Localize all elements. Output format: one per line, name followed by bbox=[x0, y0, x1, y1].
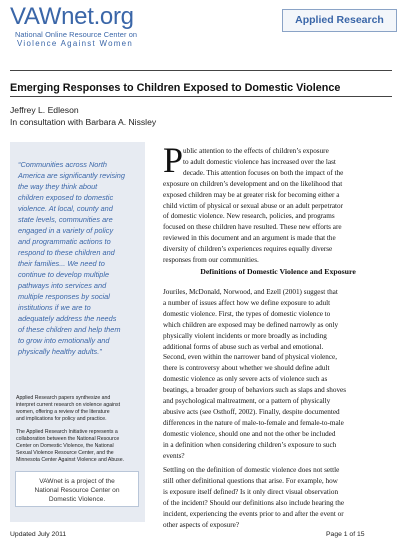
body-line: is exposure itself defined? Is it only direct visual observation bbox=[163, 487, 339, 496]
quote-line: violence. At local, county and bbox=[18, 204, 113, 213]
quote-line: the way they think about bbox=[18, 182, 98, 191]
author-name: Jeffrey L. Edleson bbox=[10, 105, 79, 115]
header-rule-top bbox=[10, 70, 392, 71]
intro-paragraph bbox=[163, 140, 393, 266]
sidebar-text-line: interpret current research on violence against bbox=[16, 402, 121, 408]
body-line: ublic attention to the effects of children’s exposure bbox=[183, 147, 329, 155]
sidebar-initiative bbox=[16, 429, 144, 464]
body-line: still other definitional questions that arise. For example, how bbox=[163, 476, 338, 485]
body-line: additional forms of abuse such as verbal and emotional. bbox=[163, 342, 324, 351]
body-line: exposure on children’s development and on the likelihood that bbox=[163, 179, 343, 188]
section-heading: Definitions of Domestic Violence and Exposure bbox=[200, 267, 356, 276]
quote-line: engaged in a variety of policy bbox=[18, 226, 114, 235]
body-line: exposed children may be at greater risk for becoming either a bbox=[163, 190, 340, 199]
applied-research-badge: Applied Research bbox=[282, 9, 397, 32]
pull-quote bbox=[18, 159, 140, 357]
body-line: domestic violence as only severe acts of violence such as bbox=[163, 375, 328, 384]
sidebar-text-line: women, offering a review of the literature bbox=[16, 409, 110, 415]
project-note-line: National Resource Center on bbox=[34, 487, 120, 494]
quote-line: America are significantly revising bbox=[18, 171, 125, 180]
body-line: of the incident? Should our definitions also include hearing the bbox=[163, 498, 345, 507]
logo-tagline-2: Violence Against Women bbox=[17, 39, 134, 48]
sidebar-text-line: Minnesota Center Against Violence and Abuse. bbox=[16, 457, 125, 463]
sidebar-text-line: Sexual Violence Resource Center, and the bbox=[16, 450, 114, 456]
quote-line: continue to develop multiple bbox=[18, 270, 110, 279]
definitions-paragraph bbox=[163, 287, 393, 462]
body-line: Jouriles, McDonald, Norwood, and Ezell (2001) suggest that bbox=[163, 288, 338, 296]
body-line: reviewed in this document and an argument is made that the bbox=[163, 234, 336, 243]
body-line: in a definition when considering children’s exposure to such bbox=[163, 440, 337, 449]
project-note-line: VAWnet is a project of the bbox=[39, 478, 115, 485]
sidebar-text-line: Center on Domestic Violence, the National bbox=[16, 443, 114, 449]
sidebar-text-line: collaboration between the National Resource bbox=[16, 436, 120, 442]
quote-line: their families... We need to bbox=[18, 259, 105, 268]
body-line: abusive acts (see Osthoff, 2002). Finally, despite documented bbox=[163, 407, 340, 416]
body-line: beatings, a broader group of behaviors such as slaps and shoves bbox=[163, 386, 347, 395]
quote-line: pathways into services and bbox=[18, 281, 107, 290]
sidebar-text-line: Applied Research papers synthesize and bbox=[16, 395, 111, 401]
logo-tagline-1: National Online Resource Center on bbox=[15, 30, 138, 39]
quote-line: respond to these children and bbox=[18, 248, 115, 257]
body-line: Settling on the definition of domestic violence does not settle bbox=[163, 466, 340, 474]
body-line: of domestic violence. New research, policies, and programs bbox=[163, 212, 335, 221]
quote-line: “Communities across North bbox=[18, 160, 107, 169]
body-line: differences in the nature of male-to-female and female-to-male bbox=[163, 418, 344, 427]
body-line: diversity of children’s experiences requires equally diverse bbox=[163, 245, 333, 254]
sidebar-description bbox=[16, 395, 144, 423]
quote-line: children exposed to domestic bbox=[18, 193, 114, 202]
author-consultation: In consultation with Barbara A. Nissley bbox=[10, 117, 157, 127]
body-line: incident, experiencing the events prior to and after the event or bbox=[163, 509, 344, 518]
drop-cap: P bbox=[163, 140, 184, 180]
quote-line: multiple responses by social bbox=[18, 292, 110, 301]
sidebar-text-line: and implications for policy and practice. bbox=[16, 416, 107, 422]
page-number: Page 1 of 15 bbox=[326, 531, 365, 538]
body-line: decade. This attention focuses on both the impact of the bbox=[183, 168, 344, 177]
vawnet-logo bbox=[10, 4, 180, 49]
logo-wordmark bbox=[10, 4, 180, 30]
quote-line: and programmatic actions to bbox=[18, 237, 111, 246]
quote-line: of these children and help them bbox=[18, 325, 121, 334]
document-title: Emerging Responses to Children Exposed to Domestic Violence bbox=[10, 82, 341, 94]
body-line: other aspects of exposure? bbox=[163, 520, 240, 529]
project-note-line: Domestic Violence. bbox=[48, 496, 106, 503]
body-line: domestic violence, should one and not the other be included bbox=[163, 429, 336, 438]
sidebar-text-line: The Applied Research Initiative represents a bbox=[16, 429, 118, 435]
body-line: there is controversy about whether we should define adult bbox=[163, 364, 330, 373]
project-note-box bbox=[15, 471, 139, 507]
body-line: a number of issues affect how we define exposure to adult bbox=[163, 298, 331, 307]
body-line: and psychological maltreatment, or a pattern of physically bbox=[163, 397, 331, 406]
quote-line: adequately address the needs bbox=[18, 314, 117, 323]
sidebar bbox=[10, 142, 145, 522]
body-line: which children are exposed may be defined narrowly as only bbox=[163, 320, 339, 329]
body-line: Second, even within the narrower band of physical violence, bbox=[163, 353, 338, 362]
logo-main-text: VAWnet bbox=[10, 3, 94, 30]
quote-line: to grow into emotionally and bbox=[18, 336, 110, 345]
quote-line: institutions if we are to bbox=[18, 303, 91, 312]
body-line: responses from our communities. bbox=[163, 256, 259, 265]
body-line: child victim of physical or sexual abuse or an adult perpetrator bbox=[163, 201, 344, 210]
updated-date: Updated July 2011 bbox=[10, 531, 67, 538]
exposure-paragraph bbox=[163, 465, 393, 530]
body-line: events? bbox=[163, 451, 185, 460]
body-line: physically violent incidents or more broadly as including bbox=[163, 331, 327, 340]
body-line: to adult domestic violence has increased over the last bbox=[183, 157, 336, 166]
quote-line: physically healthy adults.” bbox=[18, 347, 102, 356]
header-rule-bottom bbox=[10, 96, 392, 97]
quote-line: state levels, communities are bbox=[18, 215, 113, 224]
body-line: focused on these children have resulted. These new efforts are bbox=[163, 223, 342, 232]
logo-ext-text: .org bbox=[93, 3, 134, 30]
body-line: domestic violence. First, the types of domestic violence to bbox=[163, 309, 331, 318]
